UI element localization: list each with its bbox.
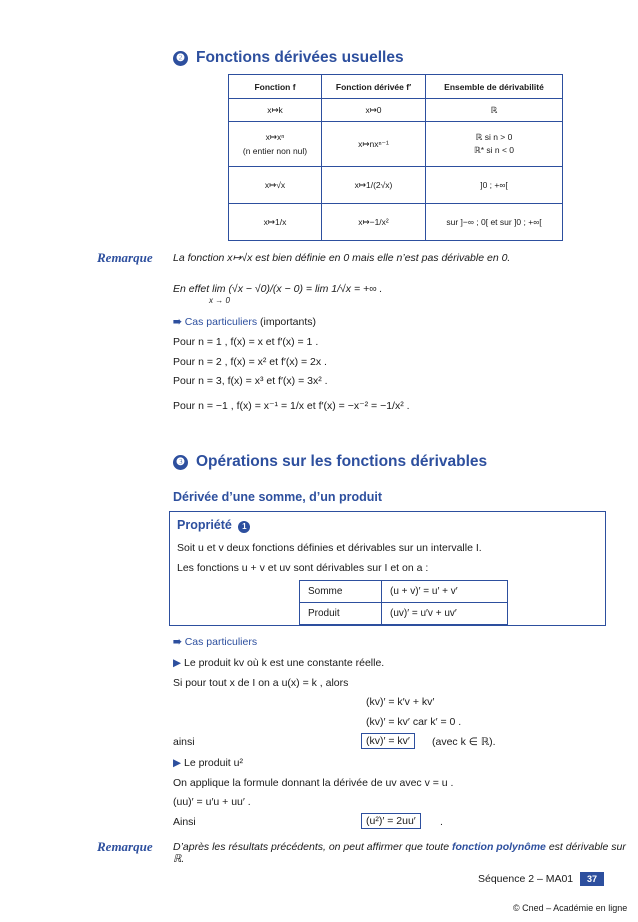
- op-name: Somme: [300, 581, 382, 603]
- formula-suffix: (avec k ∈ ℝ).: [432, 736, 496, 748]
- subsection-title: Dérivée d’une somme, d’un produit: [173, 490, 383, 504]
- section-heading-3: [173, 453, 487, 471]
- table-cell: ]0 ; +∞[: [426, 167, 563, 204]
- cas-label: Cas particuliers: [184, 316, 258, 328]
- page-number: 37: [580, 872, 604, 886]
- remarque-pre: D’après les résultats précédents, on peut affirmer que toute: [173, 841, 452, 853]
- limit-subscript: x → 0: [209, 296, 230, 305]
- arrow-icon: ➠: [173, 636, 185, 648]
- table-cell: x↦0: [322, 99, 426, 122]
- ainsi-label: ainsi: [173, 736, 195, 748]
- derivatives-table: [228, 74, 563, 241]
- cas-particuliers: [173, 316, 316, 328]
- remarque-post: est dérivable sur ℝ.: [173, 841, 626, 865]
- property-title: [177, 518, 250, 533]
- text-line: Si pour tout x de I on a u(x) = k , alors: [173, 677, 349, 689]
- footer-sequence: Séquence 2 – MA01: [478, 873, 574, 885]
- arrow-icon: ➠: [173, 316, 185, 328]
- op-name: Produit: [300, 603, 382, 625]
- bullet-line: [173, 757, 243, 769]
- remarque-highlight: fonction polynôme: [451, 841, 546, 853]
- text-line: (uu)′ = u′u + uu′ .: [173, 796, 251, 808]
- operations-table: [299, 580, 508, 625]
- section-number: ❷: [173, 51, 188, 66]
- remarque-text: [173, 841, 638, 865]
- formula-line: (kv)′ = kv′ car k′ = 0 .: [366, 716, 462, 728]
- property-line: Soit u et v deux fonctions définies et dérivables sur un intervalle I.: [177, 542, 482, 554]
- section-number: ❸: [173, 455, 188, 470]
- property-box: [169, 511, 606, 626]
- property-number: 1: [238, 521, 250, 533]
- table-cell: x↦√x: [229, 167, 322, 204]
- cas-particuliers-2: [173, 636, 257, 648]
- bullet-text: Le produit kv où k est une constante réelle.: [184, 657, 385, 669]
- op-formula: (u + v)′ = u′ + v′: [382, 581, 508, 603]
- triangle-bullet-icon: ▶: [173, 657, 184, 669]
- table-cell: sur ]−∞ ; 0[ et sur ]0 ; +∞[: [426, 204, 563, 241]
- triangle-bullet-icon: ▶: [173, 757, 184, 769]
- section-title: Fonctions dérivées usuelles: [196, 49, 404, 66]
- power-line: Pour n = 2 , f(x) = x² et f′(x) = 2x .: [173, 356, 327, 368]
- table-cell: x↦k: [229, 99, 322, 122]
- property-label: Propriété: [177, 518, 232, 532]
- power-line: Pour n = 1 , f(x) = x et f′(x) = 1 .: [173, 336, 319, 348]
- ainsi-label: Ainsi: [173, 816, 196, 828]
- table-cell: x↦nxⁿ⁻¹: [322, 122, 426, 167]
- formula-line: (kv)′ = k′v + kv′: [366, 696, 435, 708]
- table-header: Fonction f: [229, 75, 322, 99]
- property-line: Les fonctions u + v et uv sont dérivables sur I et on a :: [177, 562, 429, 574]
- table-cell: ℝ: [426, 99, 563, 122]
- bullet-text: Le produit u²: [184, 757, 243, 769]
- table-cell: x↦1/(2√x): [322, 167, 426, 204]
- boxed-formula: (u²)′ = 2uu′: [361, 813, 421, 829]
- section-heading-2: [173, 49, 404, 67]
- boxed-formula: (kv)′ = kv′: [361, 733, 415, 749]
- copyright: © Cned – Académie en ligne: [513, 903, 628, 913]
- bullet-line: [173, 657, 384, 669]
- remarque-label: Remarque: [97, 250, 153, 265]
- power-line: Pour n = −1 , f(x) = x⁻¹ = 1/x et f′(x) = −x⁻² = −1/x² .: [173, 400, 410, 412]
- remarque-text: La fonction x↦√x est bien définie en 0 mais elle n’est pas dérivable en 0.: [173, 252, 511, 264]
- table-cell: ℝ si n > 0 ℝ* si n < 0: [426, 122, 563, 167]
- cas-suffix: (importants): [257, 316, 317, 328]
- limit-formula: En effet lim (√x − √0)/(x − 0) = lim 1/√x = +∞ .: [173, 283, 383, 295]
- remarque-label: Remarque: [97, 839, 153, 854]
- table-cell: x↦xⁿ (n entier non nul): [229, 122, 322, 167]
- table-cell: x↦−1/x²: [322, 204, 426, 241]
- table-header: Ensemble de dérivabilité: [426, 75, 563, 99]
- section-title: Opérations sur les fonctions dérivables: [196, 453, 488, 470]
- text-line: On applique la formule donnant la dérivée de uv avec v = u .: [173, 777, 454, 789]
- power-line: Pour n = 3, f(x) = x³ et f′(x) = 3x² .: [173, 375, 328, 387]
- formula-suffix: .: [440, 816, 443, 828]
- op-formula: (uv)′ = u′v + uv′: [382, 603, 508, 625]
- table-cell: x↦1/x: [229, 204, 322, 241]
- cas-label: Cas particuliers: [184, 636, 258, 648]
- table-header: Fonction dérivée f′: [322, 75, 426, 99]
